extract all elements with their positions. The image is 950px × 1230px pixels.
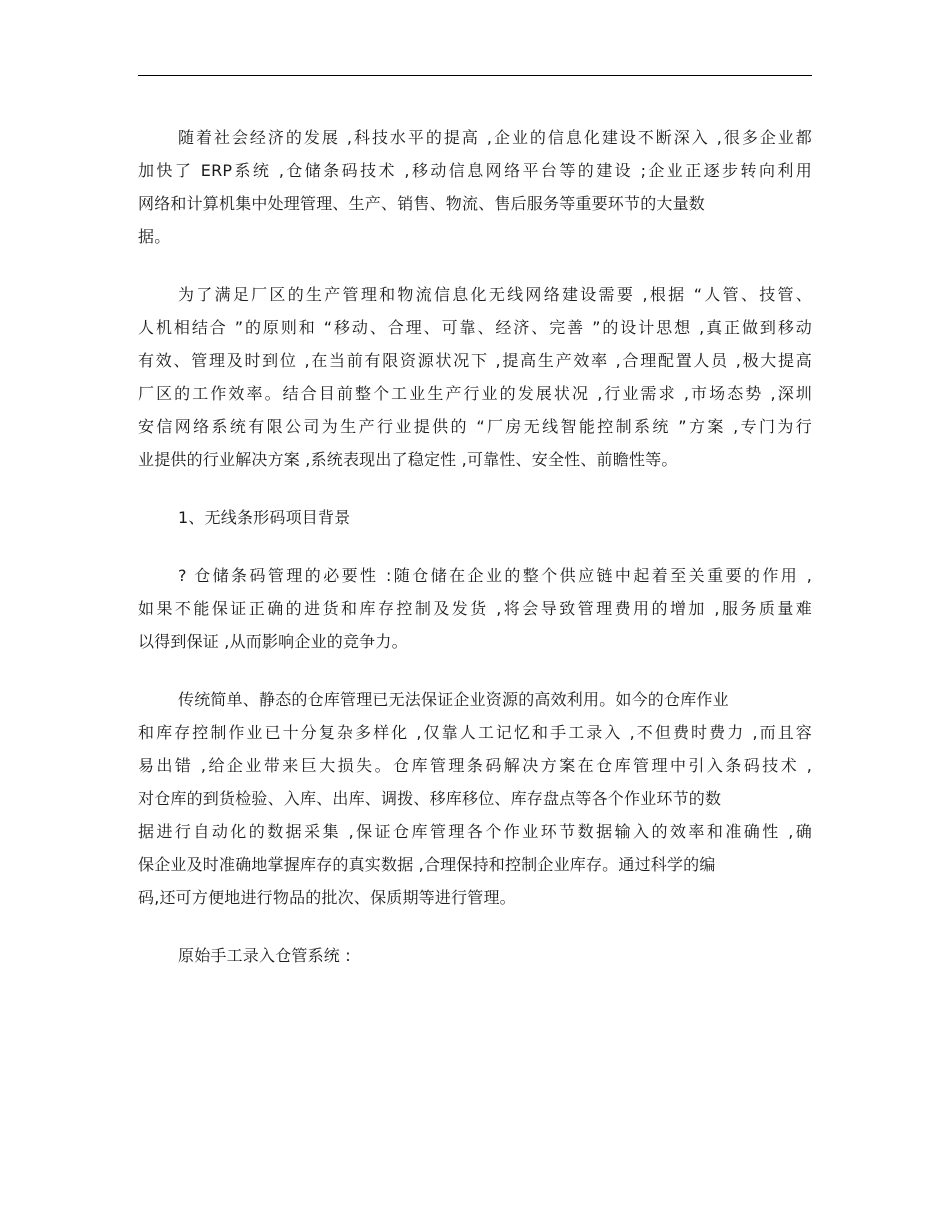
- paragraph-traditional: [138, 683, 812, 914]
- paragraph-intro: [138, 121, 812, 253]
- text-line: 厂区的工作效率。结合目前整个工业生产行业的发展状况 ,行业需求 ,市场态势 ,深圳: [138, 384, 812, 403]
- paragraph-manual-system: [138, 939, 812, 972]
- header-rule: [138, 75, 812, 76]
- text-line: 易出错 ,给企业带来巨大损失。仓库管理条码解决方案在仓库管理中引入条码技术 ,: [138, 756, 812, 775]
- text-line: 传统简单、静态的仓库管理已无法保证企业资源的高效利用。如今的仓库作业: [178, 690, 729, 709]
- heading-line: 1、无线条形码项目背景: [178, 508, 351, 527]
- text-line: 有效、管理及时到位 ,在当前有限资源状况下 ,提高生产效率 ,合理配置人员 ,极大提高: [138, 351, 812, 370]
- text-line: 原始手工录入仓管系统 :: [178, 946, 351, 965]
- text-line: 为了满足厂区的生产管理和物流信息化无线网络建设需要 ,根据 “人管、技管、: [178, 285, 812, 304]
- text-line: 加快了 ERP系统 ,仓储条码技术 ,移动信息网络平台等的建设 ;企业正逐步转向利用: [138, 161, 812, 180]
- text-line: 如果不能保证正确的进货和库存控制及发货 ,将会导致管理费用的增加 ,服务质量难: [138, 599, 812, 618]
- text-line: ? 仓储条码管理的必要性 :随仓储在企业的整个供应链中起着至关重要的作用 ,: [178, 566, 812, 585]
- text-line: 业提供的行业解决方案 ,系统表现出了稳定性 ,可靠性、安全性、前瞻性等。: [138, 450, 678, 469]
- text-line: 以得到保证 ,从而影响企业的竞争力。: [138, 632, 408, 651]
- text-line: 和库存控制作业已十分复杂多样化 ,仅靠人工记忆和手工录入 ,不但费时费力 ,而且容: [138, 723, 812, 742]
- document-body: [138, 121, 812, 997]
- text-line: 对仓库的到货检验、入库、出库、调拨、移库移位、库存盘点等各个作业环节的数: [138, 789, 722, 808]
- text-line: 据。: [138, 227, 171, 246]
- paragraph-necessity: [138, 559, 812, 658]
- text-line: 安信网络系统有限公司为生产行业提供的 “厂房无线智能控制系统 ”方案 ,专门为行: [138, 417, 812, 436]
- section-heading: [138, 501, 812, 534]
- paragraph-purpose: [138, 278, 812, 476]
- text-line: 据进行自动化的数据采集 ,保证仓库管理各个作业环节数据输入的效率和准确性 ,确: [138, 822, 812, 841]
- text-line: 保企业及时准确地掌握库存的真实数据 ,合理保持和控制企业库存。通过科学的编: [138, 855, 716, 874]
- text-line: 码,还可方便地进行物品的批次、保质期等进行管理。: [138, 888, 516, 907]
- text-line: 随着社会经济的发展 ,科技水平的提高 ,企业的信息化建设不断深入 ,很多企业都: [178, 128, 812, 147]
- text-line: 网络和计算机集中处理管理、生产、销售、物流、售后服务等重要环节的大量数: [138, 194, 706, 213]
- text-line: 人机相结合 ”的原则和 “移动、合理、可靠、经济、完善 ”的设计思想 ,真正做到移动: [138, 318, 812, 337]
